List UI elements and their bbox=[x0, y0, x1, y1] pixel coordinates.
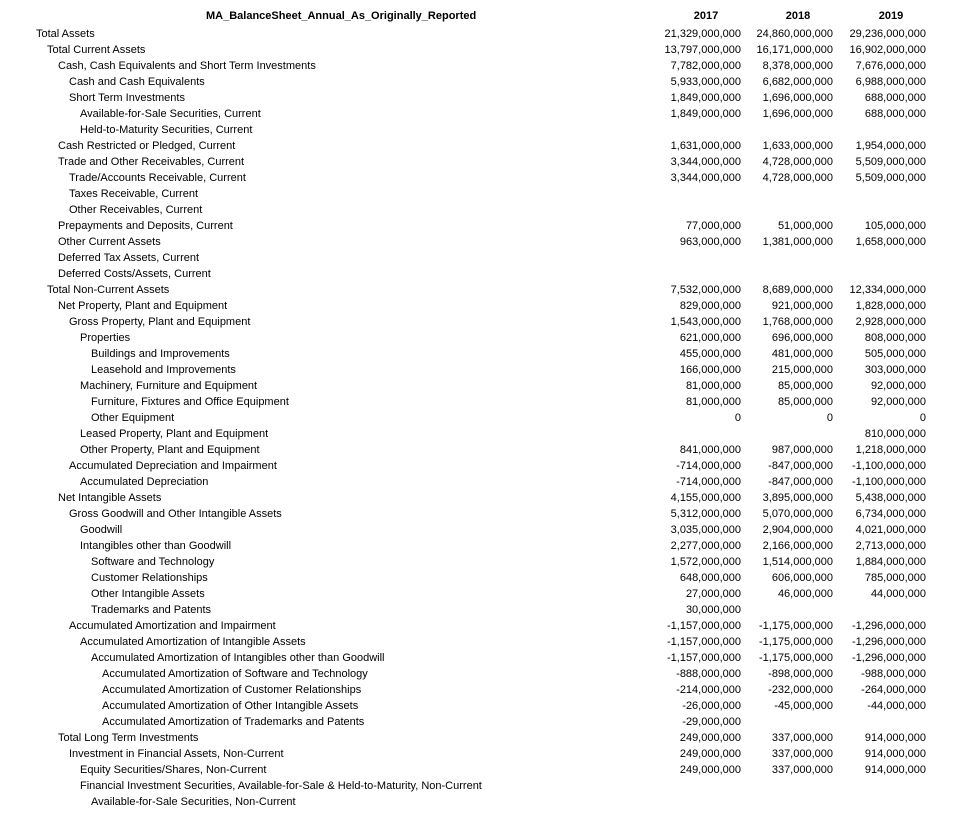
row-value-2019: 92,000,000 bbox=[870, 396, 926, 408]
row-label: Accumulated Amortization of Intangible Assets bbox=[80, 636, 306, 648]
row-value-2018: -1,175,000,000 bbox=[758, 620, 833, 632]
table-row bbox=[0, 490, 958, 506]
table-row bbox=[0, 42, 958, 58]
row-label: Other Current Assets bbox=[58, 236, 161, 248]
row-value-2018: 1,381,000,000 bbox=[762, 236, 833, 248]
row-label: Software and Technology bbox=[91, 556, 215, 568]
table-row bbox=[0, 106, 958, 122]
row-value-2019: -1,296,000,000 bbox=[851, 636, 926, 648]
row-label: Goodwill bbox=[80, 524, 123, 536]
row-value-2017: 455,000,000 bbox=[679, 348, 741, 360]
table-row bbox=[0, 90, 958, 106]
table-row bbox=[0, 314, 958, 330]
row-label: Accumulated Depreciation and Impairment bbox=[69, 460, 277, 472]
row-value-2019: 505,000,000 bbox=[864, 348, 926, 360]
row-value-2019: 785,000,000 bbox=[864, 572, 926, 584]
row-value-2019: -1,100,000,000 bbox=[851, 476, 926, 488]
row-label: Cash and Cash Equivalents bbox=[69, 76, 205, 88]
table-row bbox=[0, 714, 958, 730]
row-value-2018: 16,171,000,000 bbox=[756, 44, 833, 56]
table-row bbox=[0, 778, 958, 794]
row-value-2017: -1,157,000,000 bbox=[666, 652, 741, 664]
row-value-2018: 1,768,000,000 bbox=[762, 316, 833, 328]
row-value-2019: 6,734,000,000 bbox=[855, 508, 926, 520]
row-value-2017: 5,933,000,000 bbox=[670, 76, 741, 88]
row-value-2019: 5,509,000,000 bbox=[855, 156, 926, 168]
row-label: Deferred Tax Assets, Current bbox=[58, 252, 200, 264]
row-value-2018: 1,633,000,000 bbox=[762, 140, 833, 152]
row-label: Accumulated Amortization of Other Intangible Assets bbox=[102, 700, 359, 712]
row-value-2017: 829,000,000 bbox=[679, 300, 741, 312]
row-value-2017: 1,543,000,000 bbox=[670, 316, 741, 328]
row-label: Leased Property, Plant and Equipment bbox=[80, 428, 269, 440]
row-value-2019: 688,000,000 bbox=[864, 108, 926, 120]
table-row bbox=[0, 666, 958, 682]
row-value-2019: -264,000,000 bbox=[861, 684, 926, 696]
row-label: Properties bbox=[80, 332, 131, 344]
row-value-2017: 1,572,000,000 bbox=[670, 556, 741, 568]
row-label: Machinery, Furniture and Equipment bbox=[80, 380, 258, 392]
row-value-2018: -847,000,000 bbox=[768, 460, 833, 472]
table-row bbox=[0, 122, 958, 138]
table-row bbox=[0, 58, 958, 74]
row-value-2019: 0 bbox=[919, 412, 926, 424]
table-row bbox=[0, 698, 958, 714]
row-value-2017: 5,312,000,000 bbox=[670, 508, 741, 520]
row-value-2018: 5,070,000,000 bbox=[762, 508, 833, 520]
row-value-2018: 2,166,000,000 bbox=[762, 540, 833, 552]
row-label: Taxes Receivable, Current bbox=[69, 188, 199, 200]
row-value-2017: 81,000,000 bbox=[685, 396, 741, 408]
row-label: Other Equipment bbox=[91, 412, 175, 424]
row-label: Accumulated Amortization and Impairment bbox=[69, 620, 276, 632]
row-label: Total Assets bbox=[36, 28, 95, 40]
table-row bbox=[0, 794, 958, 810]
row-value-2018: 85,000,000 bbox=[777, 380, 833, 392]
row-value-2017: 77,000,000 bbox=[685, 220, 741, 232]
row-value-2017: 841,000,000 bbox=[679, 444, 741, 456]
row-value-2018: -898,000,000 bbox=[768, 668, 833, 680]
row-label: Trademarks and Patents bbox=[91, 604, 212, 616]
row-value-2019: 914,000,000 bbox=[864, 732, 926, 744]
row-value-2017: 249,000,000 bbox=[679, 748, 741, 760]
table-row bbox=[0, 346, 958, 362]
table-row bbox=[0, 746, 958, 762]
row-value-2017: 621,000,000 bbox=[679, 332, 741, 344]
row-value-2018: 337,000,000 bbox=[771, 764, 833, 776]
row-value-2017: -26,000,000 bbox=[682, 700, 741, 712]
row-value-2018: -847,000,000 bbox=[768, 476, 833, 488]
row-value-2017: 3,344,000,000 bbox=[670, 172, 741, 184]
row-value-2018: -232,000,000 bbox=[768, 684, 833, 696]
row-label: Other Intangible Assets bbox=[91, 588, 205, 600]
row-value-2018: 337,000,000 bbox=[771, 748, 833, 760]
row-value-2019: 810,000,000 bbox=[864, 428, 926, 440]
row-value-2018: 1,514,000,000 bbox=[762, 556, 833, 568]
row-value-2017: -1,157,000,000 bbox=[666, 620, 741, 632]
table-row bbox=[0, 602, 958, 618]
row-value-2019: 2,928,000,000 bbox=[855, 316, 926, 328]
row-label: Cash, Cash Equivalents and Short Term Investments bbox=[58, 60, 316, 72]
row-label: Equity Securities/Shares, Non-Current bbox=[80, 764, 267, 776]
row-value-2019: -988,000,000 bbox=[861, 668, 926, 680]
row-value-2017: -888,000,000 bbox=[676, 668, 741, 680]
table-row bbox=[0, 506, 958, 522]
table-row bbox=[0, 202, 958, 218]
row-value-2019: 688,000,000 bbox=[864, 92, 926, 104]
row-value-2018: 0 bbox=[826, 412, 833, 424]
table-row bbox=[0, 170, 958, 186]
row-label: Total Non-Current Assets bbox=[47, 284, 170, 296]
row-label: Accumulated Amortization of Software and Technology bbox=[102, 668, 368, 680]
row-label: Total Long Term Investments bbox=[58, 732, 199, 744]
row-value-2018: 51,000,000 bbox=[777, 220, 833, 232]
row-value-2019: 914,000,000 bbox=[864, 748, 926, 760]
row-value-2018: 6,682,000,000 bbox=[762, 76, 833, 88]
row-value-2018: 481,000,000 bbox=[771, 348, 833, 360]
row-value-2018: 4,728,000,000 bbox=[762, 172, 833, 184]
row-value-2017: 0 bbox=[734, 412, 741, 424]
row-value-2017: 3,035,000,000 bbox=[670, 524, 741, 536]
row-label: Total Current Assets bbox=[47, 44, 146, 56]
row-label: Deferred Costs/Assets, Current bbox=[58, 268, 211, 280]
row-label: Gross Property, Plant and Equipment bbox=[69, 316, 251, 328]
row-value-2017: 249,000,000 bbox=[679, 732, 741, 744]
row-value-2017: 1,849,000,000 bbox=[670, 92, 741, 104]
row-value-2019: -1,100,000,000 bbox=[851, 460, 926, 472]
row-value-2018: -1,175,000,000 bbox=[758, 652, 833, 664]
row-label: Trade/Accounts Receivable, Current bbox=[69, 172, 246, 184]
row-value-2018: 1,696,000,000 bbox=[762, 108, 833, 120]
row-value-2019: 808,000,000 bbox=[864, 332, 926, 344]
row-value-2018: -45,000,000 bbox=[774, 700, 833, 712]
table-row bbox=[0, 586, 958, 602]
table-row bbox=[0, 730, 958, 746]
sheet-rows bbox=[0, 26, 958, 810]
row-value-2017: 30,000,000 bbox=[685, 604, 741, 616]
table-row bbox=[0, 442, 958, 458]
table-row bbox=[0, 282, 958, 298]
row-label: Accumulated Amortization of Intangibles other than Goodwill bbox=[91, 652, 385, 664]
row-label: Accumulated Amortization of Trademarks and Patents bbox=[102, 716, 365, 728]
row-label: Trade and Other Receivables, Current bbox=[58, 156, 245, 168]
table-row bbox=[0, 250, 958, 266]
year-header-2017: 2017 bbox=[693, 10, 719, 22]
row-value-2018: 46,000,000 bbox=[777, 588, 833, 600]
row-label: Gross Goodwill and Other Intangible Assets bbox=[69, 508, 282, 520]
row-value-2019: 1,828,000,000 bbox=[855, 300, 926, 312]
row-value-2017: 963,000,000 bbox=[679, 236, 741, 248]
table-row bbox=[0, 522, 958, 538]
table-row bbox=[0, 362, 958, 378]
table-row bbox=[0, 474, 958, 490]
table-row bbox=[0, 186, 958, 202]
row-label: Held-to-Maturity Securities, Current bbox=[80, 124, 253, 136]
row-label: Available-for-Sale Securities, Current bbox=[80, 108, 261, 120]
row-value-2019: 5,509,000,000 bbox=[855, 172, 926, 184]
row-label: Prepayments and Deposits, Current bbox=[58, 220, 233, 232]
row-value-2018: -1,175,000,000 bbox=[758, 636, 833, 648]
table-row bbox=[0, 394, 958, 410]
row-value-2019: 6,988,000,000 bbox=[855, 76, 926, 88]
row-value-2019: 16,902,000,000 bbox=[849, 44, 926, 56]
row-value-2019: -1,296,000,000 bbox=[851, 620, 926, 632]
row-value-2018: 4,728,000,000 bbox=[762, 156, 833, 168]
table-row bbox=[0, 618, 958, 634]
row-value-2019: 1,954,000,000 bbox=[855, 140, 926, 152]
row-value-2017: 3,344,000,000 bbox=[670, 156, 741, 168]
table-row bbox=[0, 298, 958, 314]
table-row bbox=[0, 154, 958, 170]
row-label: Net Property, Plant and Equipment bbox=[58, 300, 228, 312]
row-value-2018: 8,689,000,000 bbox=[762, 284, 833, 296]
year-header-2019: 2019 bbox=[878, 10, 904, 22]
row-value-2019: 914,000,000 bbox=[864, 764, 926, 776]
row-value-2018: 24,860,000,000 bbox=[756, 28, 833, 40]
table-row bbox=[0, 634, 958, 650]
row-label: Leasehold and Improvements bbox=[91, 364, 236, 376]
row-label: Available-for-Sale Securities, Non-Current bbox=[91, 796, 296, 808]
row-value-2017: 1,849,000,000 bbox=[670, 108, 741, 120]
table-row bbox=[0, 234, 958, 250]
table-row bbox=[0, 410, 958, 426]
row-value-2018: 3,895,000,000 bbox=[762, 492, 833, 504]
row-value-2019: 105,000,000 bbox=[864, 220, 926, 232]
row-value-2017: 4,155,000,000 bbox=[670, 492, 741, 504]
row-value-2019: -44,000,000 bbox=[867, 700, 926, 712]
row-value-2017: 648,000,000 bbox=[679, 572, 741, 584]
table-row bbox=[0, 538, 958, 554]
row-value-2017: -1,157,000,000 bbox=[666, 636, 741, 648]
row-value-2019: 4,021,000,000 bbox=[855, 524, 926, 536]
row-value-2017: 249,000,000 bbox=[679, 764, 741, 776]
row-value-2017: 7,532,000,000 bbox=[670, 284, 741, 296]
row-value-2018: 2,904,000,000 bbox=[762, 524, 833, 536]
table-row bbox=[0, 26, 958, 42]
row-value-2017: -29,000,000 bbox=[682, 716, 741, 728]
table-row bbox=[0, 650, 958, 666]
row-value-2018: 337,000,000 bbox=[771, 732, 833, 744]
row-label: Accumulated Amortization of Customer Relationships bbox=[102, 684, 362, 696]
row-label: Furniture, Fixtures and Office Equipment bbox=[91, 396, 289, 408]
row-value-2017: 2,277,000,000 bbox=[670, 540, 741, 552]
row-label: Other Receivables, Current bbox=[69, 204, 203, 216]
row-value-2018: 987,000,000 bbox=[771, 444, 833, 456]
row-value-2017: -214,000,000 bbox=[676, 684, 741, 696]
table-row bbox=[0, 570, 958, 586]
row-value-2018: 696,000,000 bbox=[771, 332, 833, 344]
row-value-2018: 8,378,000,000 bbox=[762, 60, 833, 72]
row-value-2018: 85,000,000 bbox=[777, 396, 833, 408]
table-row bbox=[0, 74, 958, 90]
row-value-2019: 29,236,000,000 bbox=[849, 28, 926, 40]
row-value-2017: 166,000,000 bbox=[679, 364, 741, 376]
row-label: Customer Relationships bbox=[91, 572, 208, 584]
table-row bbox=[0, 682, 958, 698]
row-value-2019: 92,000,000 bbox=[870, 380, 926, 392]
row-value-2018: 921,000,000 bbox=[771, 300, 833, 312]
table-row bbox=[0, 762, 958, 778]
row-value-2018: 606,000,000 bbox=[771, 572, 833, 584]
row-label: Intangibles other than Goodwill bbox=[80, 540, 232, 552]
table-row bbox=[0, 378, 958, 394]
row-value-2019: 7,676,000,000 bbox=[855, 60, 926, 72]
year-header-2018: 2018 bbox=[785, 10, 811, 22]
row-value-2019: 1,884,000,000 bbox=[855, 556, 926, 568]
row-value-2018: 1,696,000,000 bbox=[762, 92, 833, 104]
table-row bbox=[0, 458, 958, 474]
row-value-2019: 303,000,000 bbox=[864, 364, 926, 376]
row-label: Cash Restricted or Pledged, Current bbox=[58, 140, 236, 152]
row-label: Accumulated Depreciation bbox=[80, 476, 209, 488]
table-row bbox=[0, 330, 958, 346]
row-value-2017: 1,631,000,000 bbox=[670, 140, 741, 152]
row-label: Net Intangible Assets bbox=[58, 492, 162, 504]
row-label: Buildings and Improvements bbox=[91, 348, 230, 360]
row-label: Financial Investment Securities, Available-for-Sale & Held-to-Maturity, Non-Current bbox=[80, 780, 482, 792]
row-value-2019: 1,658,000,000 bbox=[855, 236, 926, 248]
row-value-2018: 215,000,000 bbox=[771, 364, 833, 376]
row-value-2017: 7,782,000,000 bbox=[670, 60, 741, 72]
row-label: Investment in Financial Assets, Non-Current bbox=[69, 748, 284, 760]
row-value-2019: 1,218,000,000 bbox=[855, 444, 926, 456]
table-row bbox=[0, 218, 958, 234]
row-value-2019: 44,000,000 bbox=[870, 588, 926, 600]
table-row bbox=[0, 138, 958, 154]
sheet-title: MA_BalanceSheet_Annual_As_Originally_Reported bbox=[206, 10, 477, 22]
row-label: Other Property, Plant and Equipment bbox=[80, 444, 260, 456]
row-value-2019: 5,438,000,000 bbox=[855, 492, 926, 504]
row-value-2017: 27,000,000 bbox=[685, 588, 741, 600]
row-label: Short Term Investments bbox=[69, 92, 185, 104]
row-value-2017: -714,000,000 bbox=[676, 460, 741, 472]
row-value-2019: -1,296,000,000 bbox=[851, 652, 926, 664]
table-row bbox=[0, 266, 958, 282]
row-value-2017: 13,797,000,000 bbox=[664, 44, 741, 56]
row-value-2017: 81,000,000 bbox=[685, 380, 741, 392]
row-value-2019: 2,713,000,000 bbox=[855, 540, 926, 552]
row-value-2019: 12,334,000,000 bbox=[849, 284, 926, 296]
row-value-2017: 21,329,000,000 bbox=[664, 28, 741, 40]
table-row bbox=[0, 426, 958, 442]
row-value-2017: -714,000,000 bbox=[676, 476, 741, 488]
table-row bbox=[0, 554, 958, 570]
